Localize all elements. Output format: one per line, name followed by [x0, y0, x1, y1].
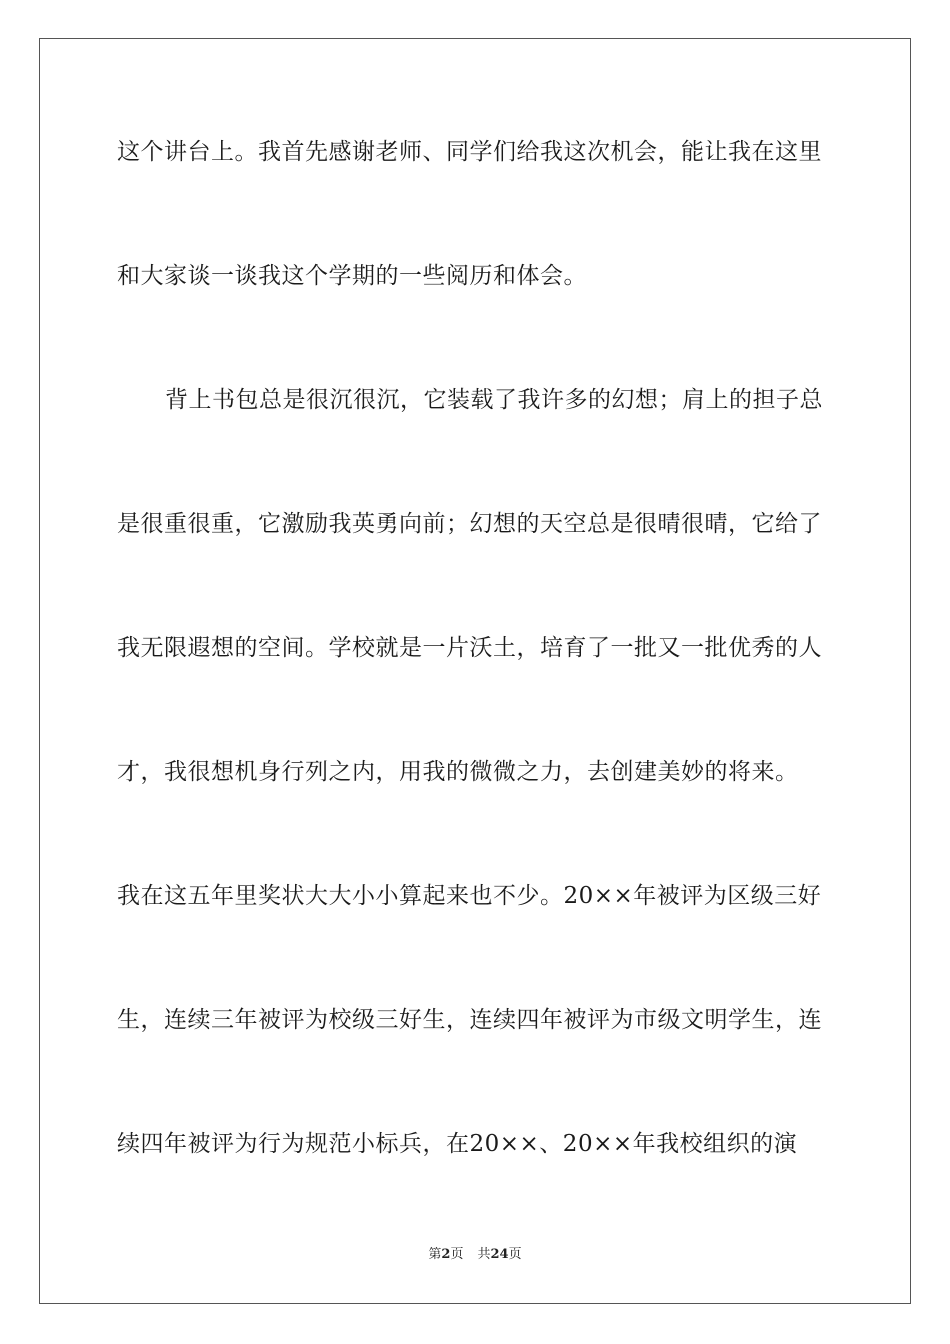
body-text-line-6: 才，我很想机身行列之内，用我的微微之力，去创建美妙的将来。 — [117, 759, 799, 785]
page-number: 2 — [441, 1247, 451, 1262]
body-text-line-4: 是很重很重，它激励我英勇向前；幻想的天空总是很晴很晴，它给了 — [117, 511, 822, 537]
body-text-line-7: 我在这五年里奖状大大小小算起来也不少。20××年被评为区级三好 — [117, 883, 822, 909]
page-footer — [0, 1246, 950, 1264]
page-border — [39, 38, 911, 1304]
page-suffix: 页 — [450, 1247, 464, 1262]
body-text-line-5: 我无限遐想的空间。学校就是一片沃土，培育了一批又一批优秀的人 — [117, 635, 822, 661]
total-suffix: 页 — [508, 1247, 522, 1262]
page-prefix: 第 — [428, 1247, 442, 1262]
body-text-line-2: 和大家谈一谈我这个学期的一些阅历和体会。 — [117, 263, 587, 289]
body-text-line-8: 生，连续三年被评为校级三好生，连续四年被评为市级文明学生，连 — [117, 1007, 822, 1033]
total-prefix: 共 — [477, 1247, 491, 1262]
body-text-line-3: 背上书包总是很沉很沉，它装载了我许多的幻想；肩上的担子总 — [165, 387, 823, 413]
body-text-line-9: 续四年被评为行为规范小标兵，在20××、20××年我校组织的演 — [117, 1131, 798, 1157]
body-text-line-1: 这个讲台上。我首先感谢老师、同学们给我这次机会，能让我在这里 — [117, 139, 822, 165]
total-pages: 24 — [490, 1247, 509, 1262]
